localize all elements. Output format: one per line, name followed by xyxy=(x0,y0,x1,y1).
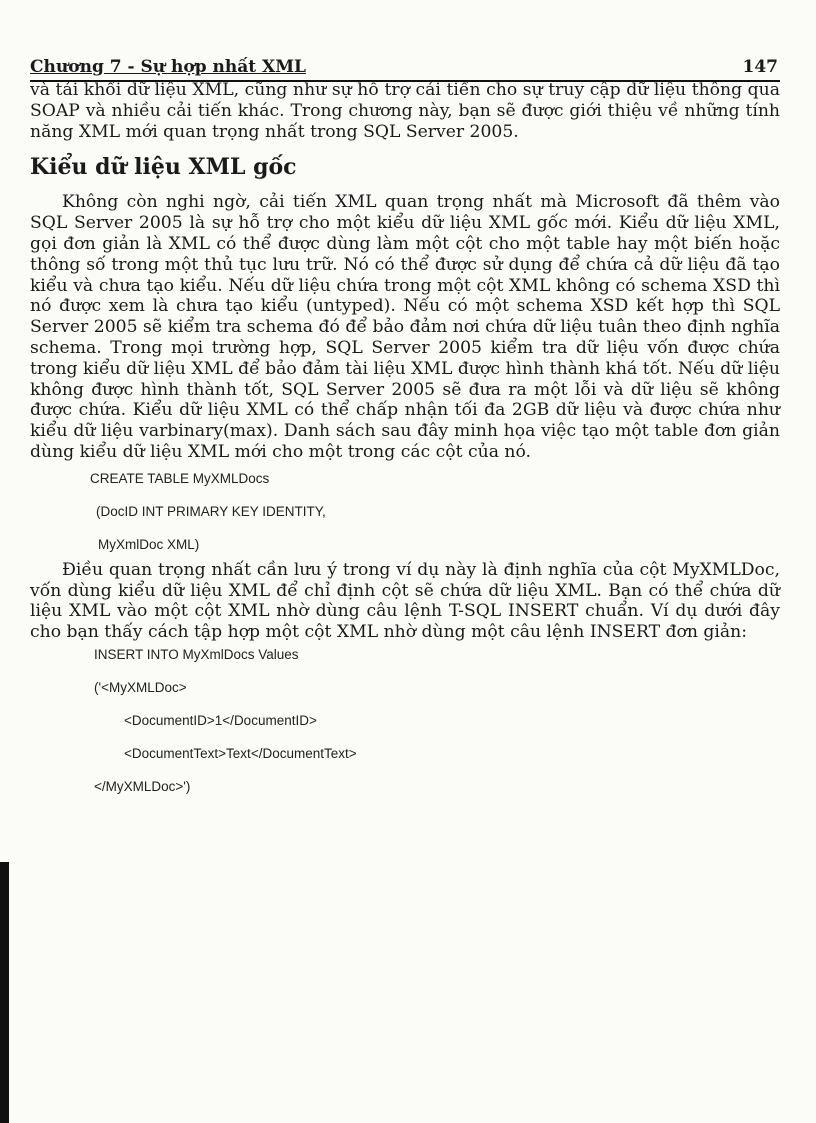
page-header xyxy=(30,48,780,82)
section-heading: Kiểu dữ liệu XML gốc xyxy=(30,154,297,181)
page-content xyxy=(30,80,780,812)
code-line: <DocumentText>Text</DocumentText> xyxy=(124,745,357,761)
code-line: (DocID INT PRIMARY KEY IDENTITY, xyxy=(96,503,326,519)
code-block-create-table xyxy=(90,471,780,553)
code-line: <DocumentID>1</DocumentID> xyxy=(124,712,317,728)
code-line: ('<MyXMLDoc> xyxy=(94,679,187,695)
chapter-title: Chương 7 - Sự hợp nhất XML xyxy=(30,57,307,77)
code-line: </MyXMLDoc>') xyxy=(94,778,191,794)
code-block-insert xyxy=(94,647,780,795)
page-number: 147 xyxy=(742,57,778,77)
body-paragraph-2: Điều quan trọng nhất cần lưu ý trong ví dụ này là định nghĩa của cột MyXMLDoc, vốn dùng kiểu dữ liệu XML để chỉ định cột sẽ chứa dữ liệu XML. Bạn có thể chứa dữ liệu XML vào một cột XML nhờ dùng câu lệnh T-SQL INSERT chuẩn. Ví dụ dưới đây cho bạn thấy cách tập hợp một cột XML nhờ dùng một câu lệnh INSERT đơn giản: xyxy=(30,559,780,643)
body-paragraph-1: Không còn nghi ngờ, cải tiến XML quan trọng nhất mà Microsoft đã thêm vào SQL Server 2005 là sự hỗ trợ cho một kiểu dữ liệu XML gốc mới. Kiểu dữ liệu XML, gọi đơn giản là XML có thể được dùng làm một cột cho một table hay một biến hoặc thông số trong một thủ tục lưu trữ. Nó có thể được sử dụng để chứa cả dữ liệu đã tạo kiểu và chưa tạo kiểu. Nếu dữ liệu chứa trong một cột XML không có schema XSD thì nó được xem là chưa tạo kiểu (untyped). Nếu có một schema XSD kết hợp thì SQL Server 2005 sẽ kiểm tra schema đó để bảo đảm nơi chứa dữ liệu tuân theo định nghĩa schema. Trong mọi trường hợp, SQL Server 2005 kiểm tra dữ liệu vốn được chứa trong kiểu dữ liệu XML để bảo đảm tài liệu XML được hình thành khá tốt. Nếu dữ liệu không được hình thành tốt, SQL Server 2005 sẽ đưa ra một lỗi và dữ liệu sẽ không được chứa. Kiểu dữ liệu XML có thể chấp nhận tối đa 2GB dữ liệu và được chứa như kiểu dữ liệu varbinary(max). Danh sách sau đây minh họa việc tạo một table đơn giản dùng kiểu dữ liệu XML mới cho một trong các cột của nó. xyxy=(30,192,780,462)
intro-paragraph: và tải khối dữ liệu XML, cũng như sự hỗ trợ cải tiến cho sự truy cập dữ liệu thông qua SOAP và nhiều cải tiến khác. Trong chương này, bạn sẽ được giới thiệu về những tính năng XML mới quan trọng nhất trong SQL Server 2005. xyxy=(30,80,780,142)
code-line: INSERT INTO MyXmlDocs Values xyxy=(94,646,299,662)
page-edge-shadow xyxy=(0,862,9,1123)
code-line: CREATE TABLE MyXMLDocs xyxy=(90,470,270,486)
code-line: MyXmlDoc XML) xyxy=(98,536,200,552)
